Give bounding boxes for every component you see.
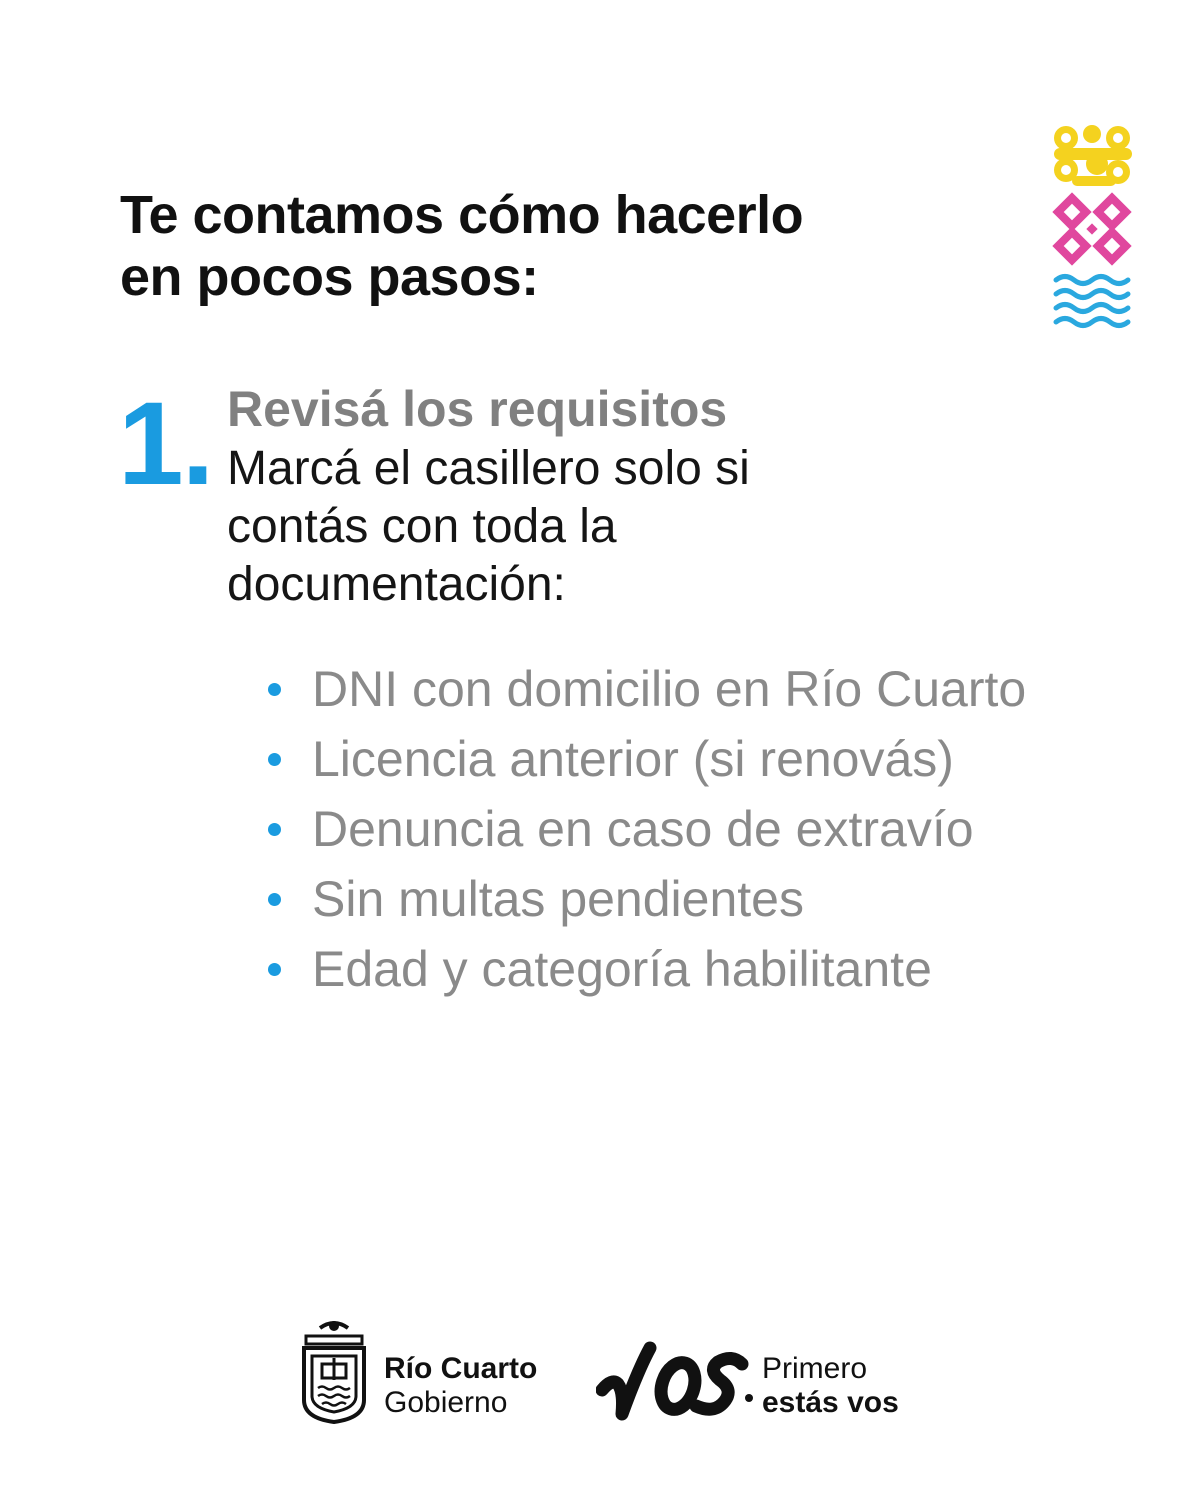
page-title (120, 184, 980, 308)
step-description-line: Marcá el casillero solo si (227, 442, 750, 495)
footer-logos (0, 1310, 1200, 1440)
requirements-list (268, 654, 1026, 1004)
requirement-text: Sin multas pendientes (312, 871, 804, 927)
bullet-icon (268, 823, 281, 836)
step-number: 1. (118, 378, 213, 510)
step-description (227, 440, 947, 614)
brand-pattern-icon (1052, 124, 1134, 334)
municipality-name-line-2: Gobierno (384, 1386, 508, 1419)
list-item (268, 654, 1026, 724)
list-item (268, 794, 1026, 864)
vos-logo-icon (596, 1336, 756, 1428)
requirement-text: Edad y categoría habilitante (312, 941, 932, 997)
bullet-icon (268, 683, 281, 696)
municipality-name (384, 1352, 537, 1420)
slogan-line-2: estás vos (762, 1386, 899, 1419)
page-title-line-2: en pocos pasos: (120, 247, 539, 307)
slogan-line-1: Primero (762, 1352, 868, 1385)
requirement-text: Denuncia en caso de extravío (312, 801, 974, 857)
page-title-line-1: Te contamos cómo hacerlo (120, 185, 804, 245)
step-title: Revisá los requisitos (227, 381, 728, 437)
list-item (268, 724, 1026, 794)
list-item (268, 864, 1026, 934)
requirement-text: DNI con domicilio en Río Cuarto (312, 661, 1027, 717)
step-description-line: documentación: (227, 558, 566, 611)
bullet-icon (268, 963, 281, 976)
slogan (762, 1352, 899, 1420)
coat-of-arms-icon (298, 1318, 370, 1430)
bullet-icon (268, 893, 281, 906)
step-description-line: contás con toda la (227, 500, 617, 553)
bullet-icon (268, 753, 281, 766)
list-item (268, 934, 1026, 1004)
municipality-name-line-1: Río Cuarto (384, 1352, 538, 1385)
requirement-text: Licencia anterior (si renovás) (312, 731, 954, 787)
